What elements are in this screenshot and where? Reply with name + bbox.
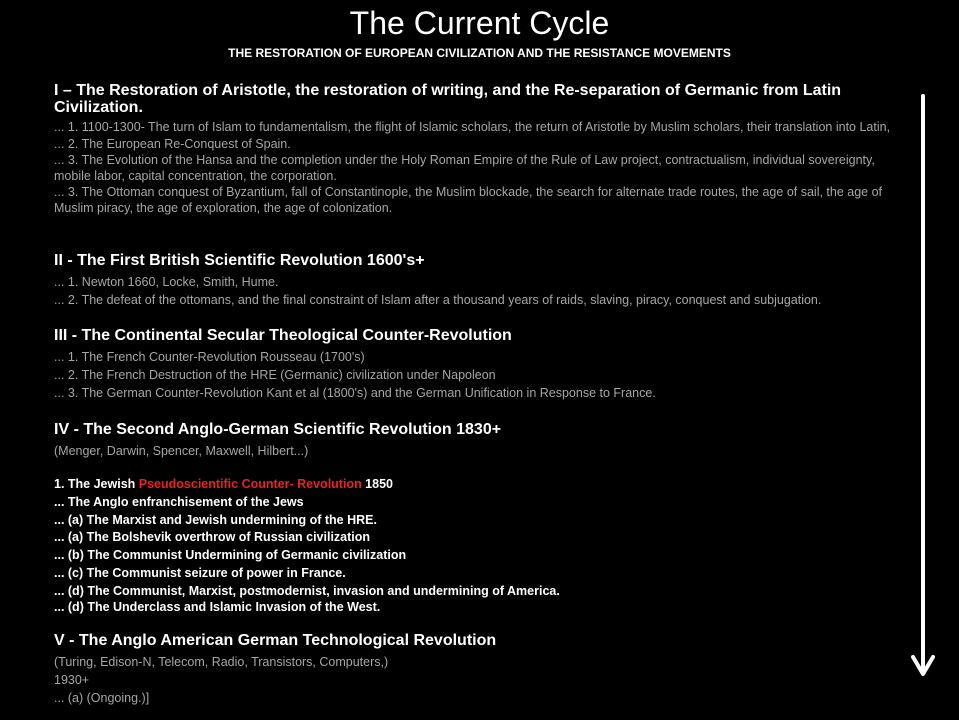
page-title: The Current Cycle <box>349 5 610 41</box>
section-heading: V - The Anglo American German Technological Revolution <box>54 632 497 649</box>
section-line: ... 3. The German Counter-Revolution Kant et al (1800's) and the German Unification in Response to France. <box>54 386 656 400</box>
page-subtitle: THE RESTORATION OF EUROPEAN CIVILIZATION AND THE RESISTANCE MOVEMENTS <box>228 46 731 60</box>
section-5 <box>54 632 900 707</box>
section-line: ... 2. The French Destruction of the HRE (Germanic) civilization under Napoleon <box>54 368 496 382</box>
section-heading: III - The Continental Secular Theological Counter-Revolution <box>54 327 512 344</box>
section-subline: ... (d) The Underclass and Islamic Invasion of the West. <box>54 599 381 614</box>
section-line: ... 1. 1100-1300- The turn of Islam to fundamentalism, the flight of Islamic scholars, the return of Aristotle by Muslim scholars, their translation into Latin, <box>54 120 891 134</box>
section-line: ... 2. The European Re-Conquest of Spain. <box>54 136 291 151</box>
down-arrow-icon <box>908 94 938 684</box>
section-line: (Menger, Darwin, Spencer, Maxwell, Hilbert...) <box>54 444 309 458</box>
section-subline: ... The Anglo enfranchisement of the Jews <box>54 494 304 509</box>
section-heading: IV - The Second Anglo-German Scientific Revolution 1830+ <box>54 421 502 438</box>
section-line: 1930+ <box>54 673 90 687</box>
section-subline: ... (c) The Communist seizure of power in France. <box>54 565 346 580</box>
section-1 <box>54 82 900 216</box>
section-subline: ... (b) The Communist Undermining of Germanic civilization <box>54 548 407 563</box>
section-line: ... 2. The defeat of the ottomans, and the final constraint of Islam after a thousand years of raids, slaving, piracy, conquest and subjugation. <box>54 293 822 307</box>
item-suffix: 1850 <box>361 477 393 491</box>
section-subline: ... (d) The Communist, Marxist, postmodernist, invasion and undermining of America. <box>54 583 560 598</box>
section-item <box>54 476 900 494</box>
section-3 <box>54 327 900 402</box>
section-subline: ... (a) The Marxist and Jewish undermining of the HRE. <box>54 512 377 527</box>
item-prefix: 1. The Jewish <box>54 477 139 491</box>
section-line: ... (a) (Ongoing.)] <box>54 691 150 705</box>
section-line: ... 3. The Ottoman conquest of Byzantium, fall of Constantinople, the Muslim blockade, the search for alternate trade routes, the age of sail, the age of Muslim piracy, the age of exploration, the age of colonization. <box>54 185 883 215</box>
highlight-text: Pseudoscientific Counter- Revolution <box>138 477 362 491</box>
section-2 <box>54 252 900 309</box>
section-line: ... 1. The French Counter-Revolution Rousseau (1700's) <box>54 350 365 364</box>
section-heading: II - The First British Scientific Revolution 1600's+ <box>54 252 425 269</box>
section-line: ... 1. Newton 1660, Locke, Smith, Hume. <box>54 275 279 289</box>
section-line: ... 3. The Evolution of the Hansa and the completion under the Holy Roman Empire of the Rule of Law project, contractualism, individual sovereignty, mobile labor, capital concentration, the corporation. <box>54 153 875 183</box>
section-heading: I – The Restoration of Aristotle, the restoration of writing, and the Re-separation of Germanic from Latin Civilization. <box>54 82 842 116</box>
section-4 <box>54 421 900 615</box>
section-subline: ... (a) The Bolshevik overthrow of Russian civilization <box>54 530 371 545</box>
section-line: (Turing, Edison-N, Telecom, Radio, Transistors, Computers,) <box>54 655 389 669</box>
